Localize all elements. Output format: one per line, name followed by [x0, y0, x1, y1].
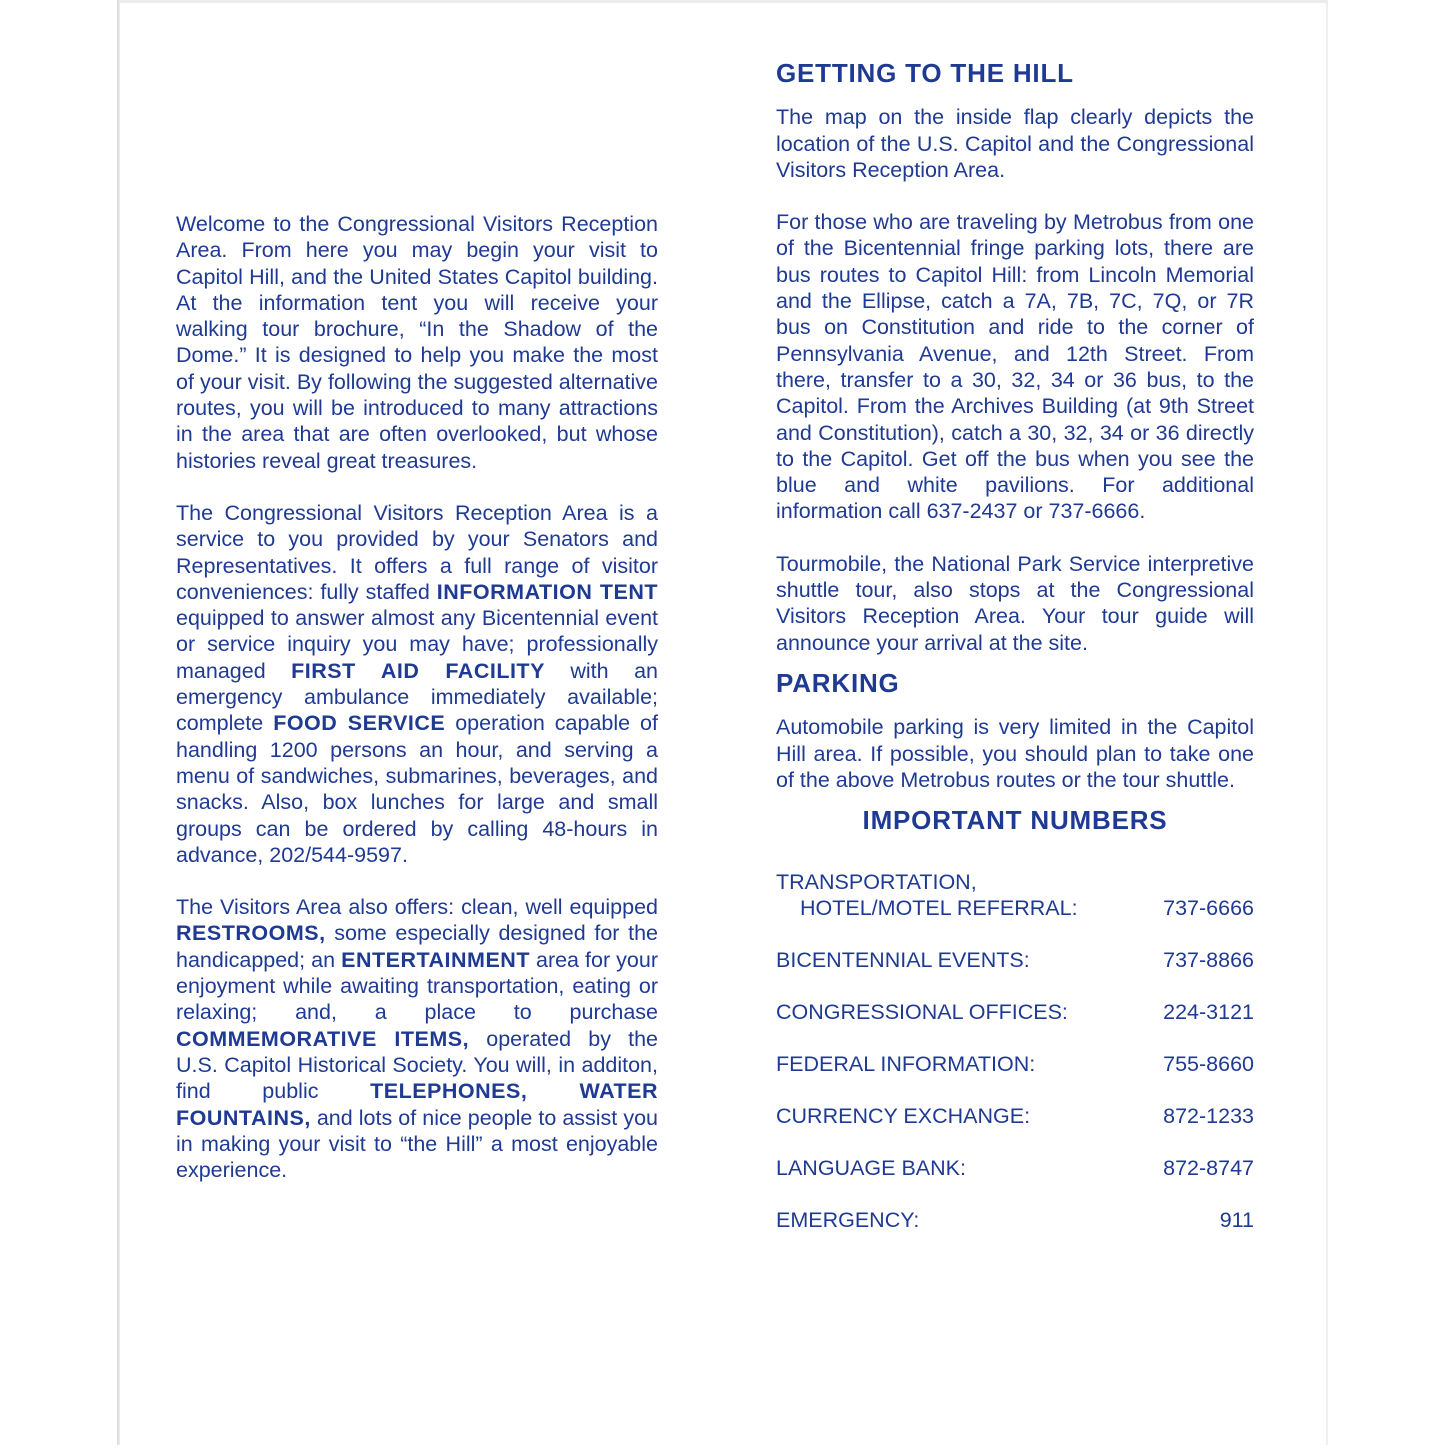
- congressional-label: CONGRESSIONAL OFFICES:: [776, 1000, 1068, 1025]
- bicentennial-number: 737-8866: [1163, 948, 1254, 973]
- transportation-label-line2: HOTEL/MOTEL REFERRAL:: [800, 896, 1078, 921]
- number-row-transportation: [776, 869, 1254, 921]
- service-text-4: operation capable of handling 1200 persons an hour, and serving a menu of sandwiches, submarines, beverages, and snacks. Also, box lunches for large and small groups can be ordered by calling 48-hours in advance, 202/544-9597.: [176, 711, 658, 867]
- restrooms-label: RESTROOMS,: [176, 921, 326, 946]
- emergency-label: EMERGENCY:: [776, 1208, 920, 1233]
- offers-text-5: and lots of nice people to assist you in making your visit to “the Hill” a most enjoyable experience.: [176, 1105, 658, 1183]
- transportation-number: 737-6666: [1163, 896, 1254, 921]
- transportation-label-line1: TRANSPORTATION,: [776, 870, 977, 895]
- page-edge-left: [117, 0, 120, 1445]
- transportation-label: [776, 869, 1078, 921]
- number-row-currency: [776, 1103, 1254, 1129]
- offers-paragraph: [176, 894, 658, 1183]
- parking-heading: PARKING: [776, 667, 900, 698]
- metrobus-paragraph: For those who are traveling by Metrobus from one of the Bicentennial fringe parking lots, there are bus routes to Capitol Hill: from Lincoln Memorial and the Ellipse, catch a 7A, 7B, 7C, 7Q, or 7R bus on Constitution and ride to the corner of Pennsylvania Avenue, and 12th Street. From there, transfer to a 30, 32, 34 or 36 bus, to the Capitol. From the Archives Building (at 9th Street and Constitution), catch a 30, 32, 34 or 36 directly to the Capitol. Get off the bus when you see the blue and white pavilions. For additional information call 637-2437 or 737-6666.: [776, 210, 1254, 524]
- map-paragraph: The map on the inside flap clearly depicts the location of the U.S. Capitol and the Congressional Visitors Reception Area.: [776, 105, 1254, 182]
- information-tent-label: INFORMATION TENT: [436, 579, 658, 604]
- emergency-number: 911: [1219, 1208, 1254, 1233]
- currency-number: 872-1233: [1163, 1104, 1254, 1129]
- federal-number: 755-8660: [1163, 1052, 1254, 1077]
- service-paragraph: [176, 500, 658, 868]
- service-text-1: The Congressional Visitors Reception Area is a service to you provided by your Senators and Representatives. It offers a full range of visitor conveniences: fully staffed: [176, 500, 658, 604]
- offers-text-1: The Visitors Area also offers: clean, well equipped: [176, 895, 658, 920]
- telephones-fountains-label: TELEPHONES, WATER FOUNTAINS,: [176, 1079, 658, 1130]
- page-edge-top: [117, 0, 1327, 3]
- language-label: LANGUAGE BANK:: [776, 1156, 966, 1181]
- entertainment-label: ENTERTAINMENT: [341, 947, 530, 972]
- important-numbers-list: [776, 869, 1254, 1233]
- federal-label: FEDERAL INFORMATION:: [776, 1052, 1036, 1077]
- offers-text-2: some especially designed for the handicapped; an: [176, 921, 658, 972]
- number-row-language: [776, 1155, 1254, 1181]
- congressional-number: 224-3121: [1163, 1000, 1254, 1025]
- offers-text-4: operated by the U.S. Capitol Historical Society. You will, in additon, find public: [176, 1026, 658, 1104]
- tourmobile-paragraph: Tourmobile, the National Park Service interpretive shuttle tour, also stops at the Congressional Visitors Reception Area. Your tour guide will announce your arrival at the site.: [776, 551, 1254, 655]
- language-number: 872-8747: [1163, 1156, 1254, 1181]
- number-row-emergency: [776, 1207, 1254, 1233]
- page-edge-right: [1326, 0, 1328, 1445]
- important-numbers-heading: IMPORTANT NUMBERS: [862, 805, 1168, 836]
- first-aid-label: FIRST AID FACILITY: [291, 658, 545, 683]
- number-row-bicentennial: [776, 947, 1254, 973]
- right-column: [776, 60, 1254, 1259]
- getting-to-the-hill-heading: GETTING TO THE HILL: [776, 58, 1074, 88]
- left-column: [176, 211, 658, 1209]
- currency-label: CURRENCY EXCHANGE:: [776, 1104, 1031, 1129]
- service-text-3: with an emergency ambulance immediately available; complete: [176, 658, 658, 736]
- bicentennial-label: BICENTENNIAL EVENTS:: [776, 948, 1030, 973]
- commemorative-items-label: COMMEMORATIVE ITEMS,: [176, 1026, 470, 1051]
- parking-paragraph: Automobile parking is very limited in the Capitol Hill area. If possible, you should plan to take one of the above Metrobus routes or the tour shuttle.: [776, 715, 1254, 792]
- food-service-label: FOOD SERVICE: [273, 711, 446, 736]
- service-text-2: equipped to answer almost any Bicentennial event or service inquiry you may have; professionally managed: [176, 606, 658, 683]
- number-row-federal: [776, 1051, 1254, 1077]
- offers-text-3: area for your enjoyment while awaiting transportation, eating or relaxing; and, a place to purchase: [176, 947, 658, 1025]
- welcome-paragraph: Welcome to the Congressional Visitors Reception Area. From here you may begin your visit to Capitol Hill, and the United States Capitol building. At the information tent you will receive your walking tour brochure, “In the Shadow of the Dome.” It is designed to help you make the most of your visit. By following the suggested alternative routes, you will be introduced to many attractions in the area that are often overlooked, but whose histories reveal great treasures.: [176, 212, 658, 473]
- number-row-congressional: [776, 999, 1254, 1025]
